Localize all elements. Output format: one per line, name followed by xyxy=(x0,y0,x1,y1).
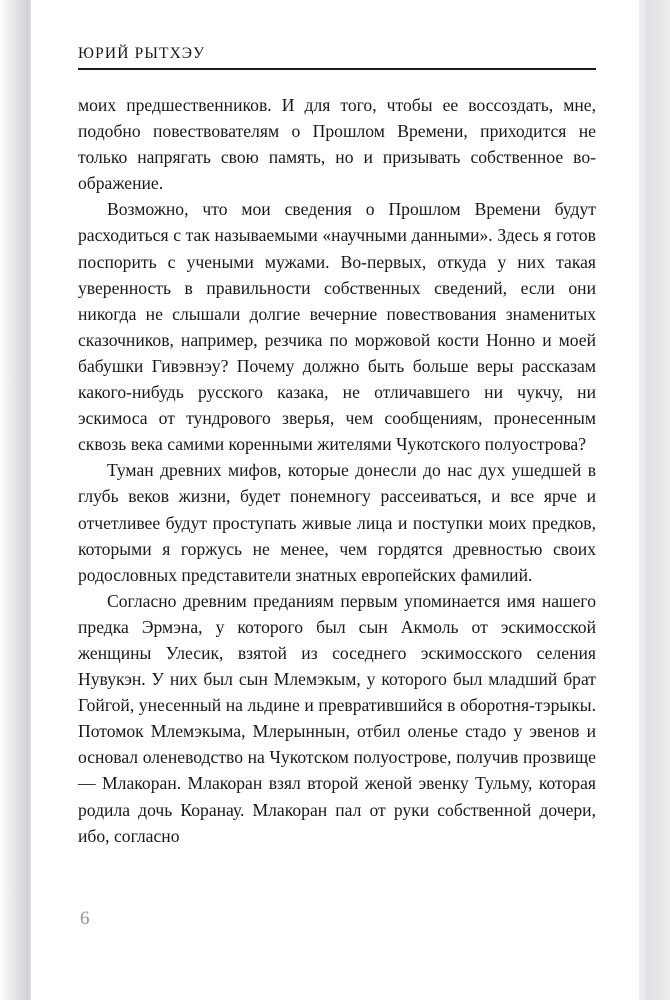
book-page xyxy=(31,0,639,1000)
paragraph: Туман древних мифов, которые донесли до нас дух ушедшей в глубь веков жизни, будет понемногу рассеиваться, и все ярче и отчетливее будут проступать живые лица и поступки моих предков, которыми я горжусь не менее, чем гордятся древностью своих родословных представители знатных европейских фамилий. xyxy=(78,460,596,585)
book-binding-shadow xyxy=(0,0,32,1000)
paragraph: Согласно древним преданиям первым упоминается имя нашего предка Эрмэна, у которого был сын Акмоль от эскимосской женщины Улесик, взятой из соседнего эскимосского селения Нувукэн. У них был сын Млемэкым, у которого был младший брат Гойгой, унесенный на льдине и превратившийся в оборотня-тэрыкы. Потомок Млемэкыма, Млерыннын, отбил оленье стадо у эвенов и основал оленеводство на Чукотском полуострове, получив прозвище — Млакоран. Млакоран взял второй женой эвенку Тульму, которая родила дочь Коранау. Млакоран пал от руки собственной дочери, ибо, согласно xyxy=(78,590,596,846)
paragraph: моих предшественников. И для того, чтобы ее воссоздать, мне, подобно повествователям о Прошлом Времени, приходится не только напрягать свою память, но и призывать собственное воображение. xyxy=(78,95,596,194)
page-number: 6 xyxy=(80,908,90,929)
running-head-author: ЮРИЙ РЫТХЭУ xyxy=(78,45,206,62)
running-head xyxy=(78,44,596,70)
paragraph: Возможно, что мои сведения о Прошлом Времени будут расходиться с так называемыми «научными данными». Здесь я готов поспорить с учеными мужами. Во-первых, откуда у них такая уверенность в правильности собственных сведений, если они никогда не слышали долгие вечерние повествования знаменитых сказочников, например, резчика по моржовой кости Нонно и моей бабушки Гивэвнэу? Почему должно быть больше веры рассказам какого-нибудь русского казака, не отличавшего ни чукчу, ни эскимоса от тундрового зверья, чем сообщениям, пронесенным сквозь века самими коренными жителями Чукотского полуострова? xyxy=(78,199,596,455)
body-text-block xyxy=(78,92,596,849)
running-head-rule xyxy=(78,68,596,70)
page-edge-shadow xyxy=(638,0,670,1000)
